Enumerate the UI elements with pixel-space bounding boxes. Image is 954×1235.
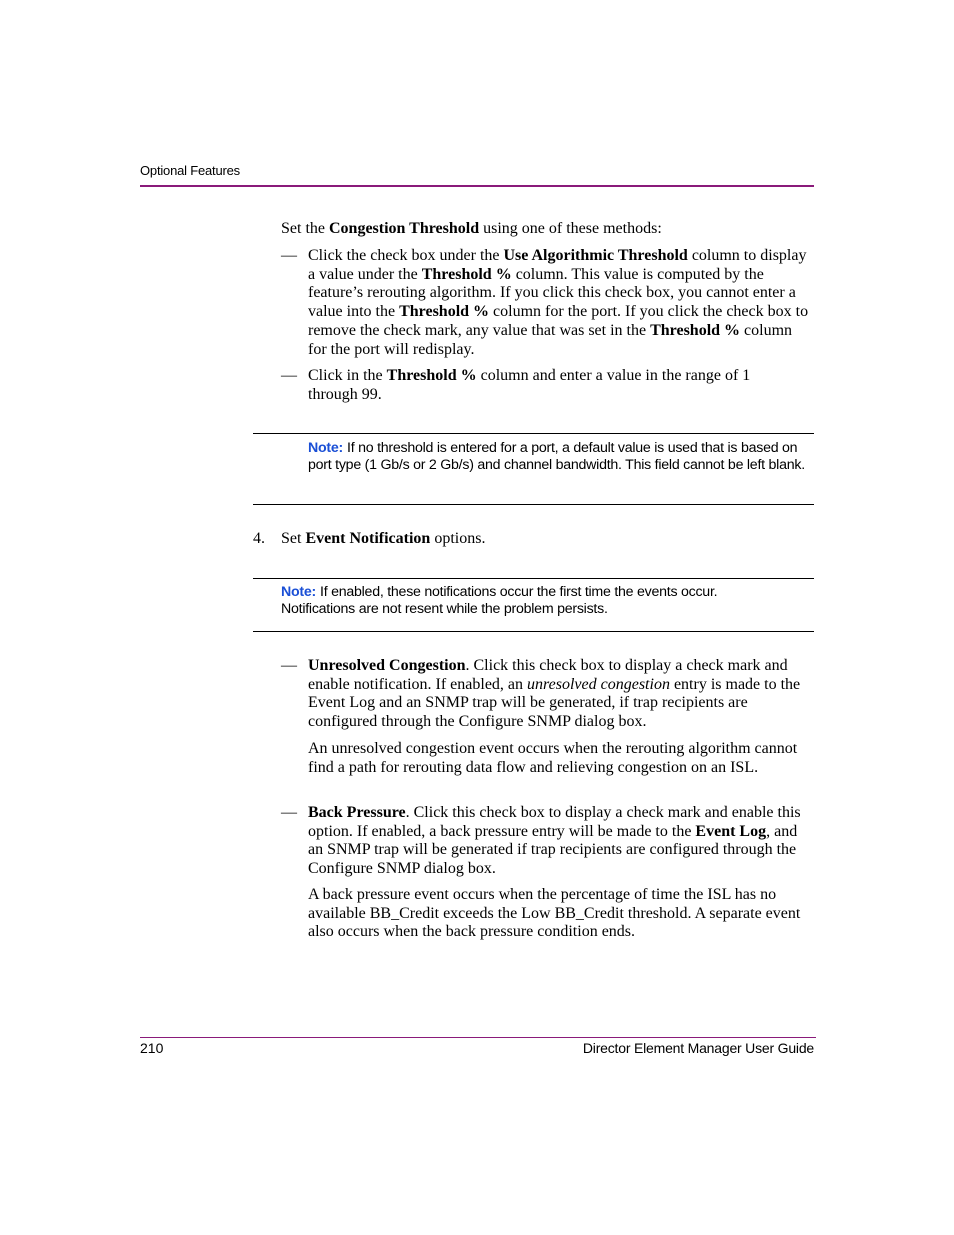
text-run: . Click this check box to display a check mark and enable notification. If enabled, an (308, 657, 788, 693)
text-run: . Click this check box to display a check mark and enable this option. If enabled, a back pressure entry will be made to the (308, 804, 801, 840)
note-label: Note: (308, 440, 344, 456)
list-dash: — (281, 367, 297, 384)
intro-paragraph (281, 220, 814, 239)
note-bottom-rule (253, 631, 814, 632)
list-item-threshold-value (308, 367, 788, 404)
intro-bold-term: Congestion Threshold (329, 220, 480, 237)
bold-term: Threshold % (421, 265, 512, 283)
note-text: If enabled, these notifications occur the first time the events occur. Notifications are not resent while the problem persists. (281, 584, 718, 617)
note-notifications (281, 584, 771, 618)
page-number: 210 (140, 1040, 164, 1056)
text-run: , and an SNMP trap will be generated if trap recipients are configured through the Configure SNMP dialog box. (308, 822, 798, 878)
text-run: column for the port. If you click the check box to remove the check mark, any value that was set in the (308, 303, 809, 339)
list-item-unresolved-congestion (308, 657, 808, 732)
text-run: Set (281, 530, 306, 547)
list-item-back-pressure (308, 804, 814, 879)
bold-term: Threshold % (386, 367, 477, 384)
document-title: Director Element Manager User Guide (582, 1040, 814, 1056)
intro-text: Set the (281, 220, 329, 237)
note-top-rule (253, 433, 814, 434)
note-default-threshold (308, 440, 814, 474)
text-run: column to display a value under the (308, 247, 807, 283)
bold-term: Use Algorithmic Threshold (503, 247, 688, 264)
back-pressure-description: A back pressure event occurs when the percentage of time the ISL has no available BB_Credit exceeds the Low BB_Credit threshold. A separate event also occurs when the back pressure condition ends. (308, 886, 801, 941)
bold-term: Unresolved Congestion (308, 657, 466, 674)
bold-term: Event Notification (305, 530, 431, 547)
text-run: Click in the (308, 367, 387, 384)
note-bottom-rule (253, 504, 814, 505)
list-dash: — (281, 247, 297, 264)
text-run: Click the check box under the (308, 247, 504, 264)
running-header: Optional Features (140, 163, 240, 178)
bold-term: Event Log (695, 822, 767, 840)
italic-term: unresolved congestion (527, 675, 670, 693)
footer-rule (140, 1037, 816, 1038)
bold-term: Back Pressure (308, 804, 406, 821)
text-run: options. (430, 530, 486, 547)
note-label: Note: (281, 584, 317, 600)
text-run: column for the port will redisplay. (308, 321, 793, 358)
unresolved-congestion-description: An unresolved congestion event occurs when the rerouting algorithm cannot find a path for rerouting data flow and relieving congestion on an ISL. (308, 740, 798, 776)
text-run: column. This value is computed by the feature’s rerouting algorithm. If you click this check box, you cannot enter a value into the (308, 265, 796, 321)
note-top-rule (253, 578, 814, 579)
text-run: column and enter a value in the range of 1 through 99. (308, 367, 751, 403)
bold-term: Threshold % (399, 303, 490, 321)
list-item-algorithmic-threshold (308, 247, 814, 359)
list-dash: — (281, 804, 297, 821)
step-4-text (281, 530, 814, 549)
intro-text-end: using one of these methods: (479, 220, 662, 237)
list-dash: — (281, 657, 297, 674)
step-number: 4. (253, 530, 265, 547)
header-rule (140, 185, 814, 187)
note-text: If no threshold is entered for a port, a default value is used that is based on port type (1 Gb/s or 2 Gb/s) and channel bandwidth. This field cannot be left blank. (308, 440, 805, 473)
bold-term: Threshold % (650, 321, 741, 339)
text-run: entry is made to the Event Log and an SNMP trap will be generated, if trap recipients are configured through the Configure SNMP dialog box. (308, 675, 801, 731)
